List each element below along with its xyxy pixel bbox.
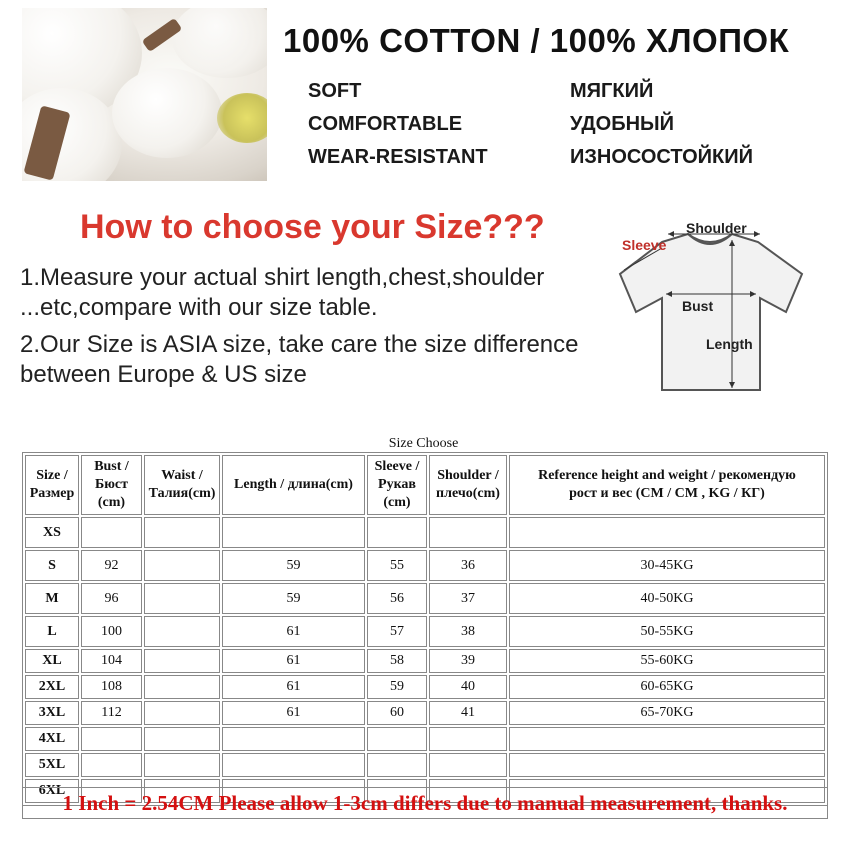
cell-size: S: [25, 550, 79, 581]
cell-shoulder: 39: [429, 649, 507, 673]
cell-ref: 30-45KG: [509, 550, 825, 581]
cell-bust: 96: [81, 583, 142, 614]
header-length: [222, 455, 365, 515]
table-row: [25, 753, 825, 777]
how-to-title: How to choose your Size???: [80, 208, 545, 246]
cell-sleeve: 58: [367, 649, 427, 673]
cell-waist: [144, 701, 220, 725]
cell-ref: 50-55KG: [509, 616, 825, 647]
header-line: Reference height and weight / рекомендую: [538, 468, 796, 483]
cell-shoulder: [429, 727, 507, 751]
cell-length: 59: [222, 583, 365, 614]
cell-shoulder: [429, 753, 507, 777]
cell-shoulder: 36: [429, 550, 507, 581]
instruction-line-4: between Europe & US size: [20, 361, 307, 388]
cell-waist: [144, 517, 220, 548]
table-row: [25, 583, 825, 614]
cell-size: 4XL: [25, 727, 79, 751]
cell-size: M: [25, 583, 79, 614]
table-row: [25, 727, 825, 751]
header-line: (cm): [97, 495, 126, 510]
cell-sleeve: [367, 727, 427, 751]
cell-size: XL: [25, 649, 79, 673]
cell-shoulder: 41: [429, 701, 507, 725]
header-shoulder: [429, 455, 507, 515]
header-line: Size /: [36, 468, 68, 483]
cell-length: [222, 517, 365, 548]
feature-soft-en: SOFT: [308, 80, 362, 102]
cell-sleeve: 59: [367, 675, 427, 699]
header-line: Бюст: [94, 477, 129, 492]
header-line: Length / длина(cm): [234, 477, 353, 492]
measurement-note: 1 Inch = 2.54CM Please allow 1-3cm differs due to manual measurement, thanks.: [22, 787, 828, 819]
cell-ref: 55-60KG: [509, 649, 825, 673]
table-row: [25, 675, 825, 699]
cell-waist: [144, 675, 220, 699]
cell-waist: [144, 753, 220, 777]
cell-size: 2XL: [25, 675, 79, 699]
table-row: [25, 550, 825, 581]
cell-ref: [509, 753, 825, 777]
feature-soft-ru: МЯГКИЙ: [570, 80, 654, 102]
header-line: Sleeve /: [374, 459, 420, 474]
size-table: [22, 452, 828, 806]
header-line: Waist /: [161, 468, 203, 483]
cell-length: 61: [222, 675, 365, 699]
instruction-line-3: 2.Our Size is ASIA size, take care the size difference: [20, 331, 579, 358]
cell-ref: 60-65KG: [509, 675, 825, 699]
cell-shoulder: 40: [429, 675, 507, 699]
cell-sleeve: [367, 753, 427, 777]
cotton-photo: [22, 8, 267, 181]
cell-waist: [144, 727, 220, 751]
cell-size: 3XL: [25, 701, 79, 725]
cell-waist: [144, 583, 220, 614]
instruction-line-2: ...etc,compare with our size table.: [20, 294, 378, 321]
cell-length: 61: [222, 649, 365, 673]
cell-bust: [81, 753, 142, 777]
header-line: Bust /: [94, 459, 129, 474]
length-label: Length: [706, 336, 753, 352]
cell-size: 5XL: [25, 753, 79, 777]
cell-length: 61: [222, 701, 365, 725]
table-row: [25, 701, 825, 725]
header-line: рост и вес (CM / CM , KG / КГ): [569, 486, 765, 501]
cell-waist: [144, 550, 220, 581]
cell-bust: [81, 727, 142, 751]
cell-bust: 92: [81, 550, 142, 581]
cell-size: XS: [25, 517, 79, 548]
shoulder-label: Shoulder: [686, 220, 747, 236]
header-size: [25, 455, 79, 515]
feature-wear-resistant-en: WEAR-RESISTANT: [308, 146, 488, 168]
cell-sleeve: 55: [367, 550, 427, 581]
cell-shoulder: 37: [429, 583, 507, 614]
header-line: Талия(cm): [148, 486, 216, 501]
cell-ref: 65-70KG: [509, 701, 825, 725]
cell-length: 61: [222, 616, 365, 647]
tshirt-measure-diagram: [610, 212, 810, 394]
cell-bust: 104: [81, 649, 142, 673]
cell-sleeve: 60: [367, 701, 427, 725]
bust-label: Bust: [682, 298, 714, 314]
table-row: [25, 616, 825, 647]
instruction-line-1: 1.Measure your actual shirt length,chest,shoulder: [20, 264, 545, 291]
cell-bust: 108: [81, 675, 142, 699]
cell-length: 59: [222, 550, 365, 581]
cell-size: L: [25, 616, 79, 647]
table-caption: Size Choose: [388, 436, 459, 451]
feature-comfortable-en: COMFORTABLE: [308, 113, 463, 135]
cell-waist: [144, 616, 220, 647]
header-sleeve: [367, 455, 427, 515]
cell-bust: 100: [81, 616, 142, 647]
header-line: Shoulder /: [437, 468, 499, 483]
header-reference: [509, 455, 825, 515]
header-line: плечо(cm): [436, 486, 500, 501]
header-line: Рукав: [378, 477, 416, 492]
cell-ref: [509, 727, 825, 751]
banner-title: 100% COTTON / 100% ХЛОПОК: [283, 22, 790, 59]
cell-sleeve: [367, 517, 427, 548]
cell-waist: [144, 649, 220, 673]
cell-sleeve: 56: [367, 583, 427, 614]
cell-bust: [81, 517, 142, 548]
header-waist: [144, 455, 220, 515]
cell-shoulder: [429, 517, 507, 548]
sleeve-label: Sleeve: [622, 237, 667, 253]
cell-length: [222, 753, 365, 777]
feature-comfortable-ru: УДОБНЫЙ: [570, 113, 675, 135]
header-line: Размер: [29, 486, 75, 501]
cell-length: [222, 727, 365, 751]
table-row: [25, 649, 825, 673]
cell-size: 6XL: [25, 779, 79, 803]
feature-wear-resistant-ru: ИЗНОСОСТОЙКИЙ: [570, 146, 753, 168]
cell-bust: 112: [81, 701, 142, 725]
header-bust: [81, 455, 142, 515]
table-row: [25, 517, 825, 548]
cell-ref: [509, 517, 825, 548]
table-header-row: [25, 455, 825, 515]
cell-sleeve: 57: [367, 616, 427, 647]
header-line: (cm): [383, 495, 411, 510]
cell-ref: 40-50KG: [509, 583, 825, 614]
cell-shoulder: 38: [429, 616, 507, 647]
